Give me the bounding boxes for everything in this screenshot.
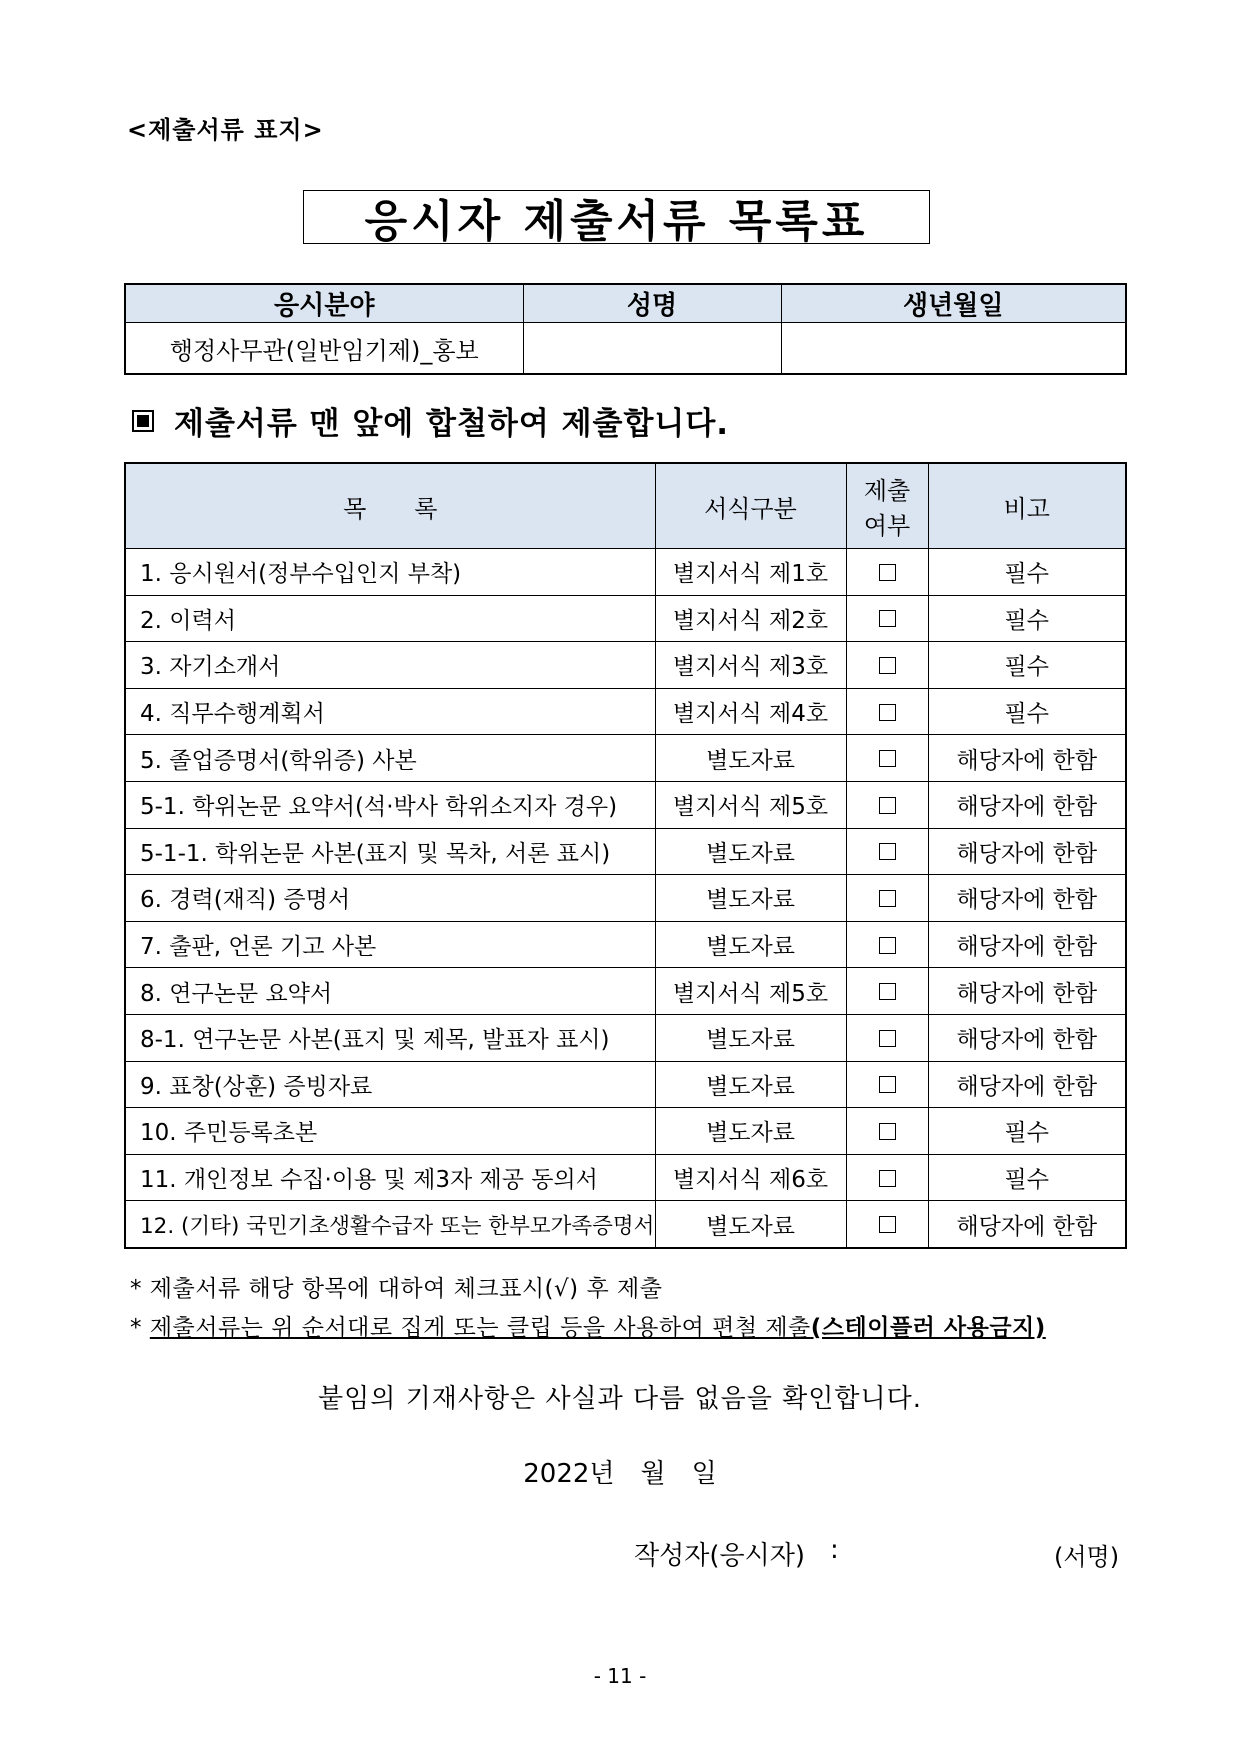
table-row [125,595,1126,642]
document-name: 9. 표창(상훈) 증빙자료 [125,1061,655,1108]
submitted-cell [846,735,928,782]
document-name: 6. 경력(재직) 증명서 [125,875,655,922]
remark: 필수 [928,688,1126,735]
remark: 필수 [928,549,1126,596]
list-header: 목 록 [125,463,655,549]
document-name: 12. (기타) 국민기초생활수급자 또는 한부모가족증명서 [125,1201,655,1248]
field-value: 행정사무관(일반임기제)_홍보 [125,323,523,375]
submitted-cell [846,595,928,642]
submitted-cell [846,828,928,875]
applicant-info-table [124,283,1127,375]
remark: 필수 [928,1154,1126,1201]
document-name: 5. 졸업증명서(학위증) 사본 [125,735,655,782]
submitted-cell [846,1061,928,1108]
table-row [125,1154,1126,1201]
form-type: 별지서식 제1호 [655,549,846,596]
remark: 해당자에 한함 [928,781,1126,828]
form-type: 별도자료 [655,1108,846,1155]
document-name: 1. 응시원서(정부수입인지 부착) [125,549,655,596]
table-row [125,1061,1126,1108]
submitted-cell [846,1108,928,1155]
form-type: 별도자료 [655,921,846,968]
table-row [125,875,1126,922]
field-header: 응시분야 [125,284,523,323]
document-name: 2. 이력서 [125,595,655,642]
submitted-cell [846,642,928,689]
filled-square-icon [132,410,154,432]
form-type: 별지서식 제5호 [655,781,846,828]
page-number: - 11 - [593,1664,647,1688]
info-header-row [125,284,1126,323]
table-row [125,549,1126,596]
remark: 해당자에 한함 [928,1061,1126,1108]
table-row [125,968,1126,1015]
remark: 필수 [928,595,1126,642]
remark: 해당자에 한함 [928,875,1126,922]
table-row [125,642,1126,689]
submitted-header-line2: 여부 [863,512,911,540]
checkbox-icon[interactable] [879,704,896,721]
table-row [125,1108,1126,1155]
form-type: 별도자료 [655,1014,846,1061]
form-type: 별도자료 [655,875,846,922]
remark: 해당자에 한함 [928,1014,1126,1061]
birthdate-header: 생년월일 [781,284,1126,323]
note2-text: 제출서류는 위 순서대로 집게 또는 클립 등을 사용하여 편철 제출 [149,1315,811,1341]
note2-bold: (스테이플러 사용금지) [810,1315,1046,1341]
document-name: 5-1. 학위논문 요약서(석·박사 학위소지자 경우) [125,781,655,828]
form-type: 별도자료 [655,735,846,782]
submitted-cell [846,549,928,596]
document-name: 8-1. 연구논문 사본(표지 및 제목, 발표자 표시) [125,1014,655,1061]
document-name: 8. 연구논문 요약서 [125,968,655,1015]
table-row [125,828,1126,875]
instruction-text: 제출서류 맨 앞에 합철하여 제출합니다. [174,406,730,442]
submitted-header [846,463,928,549]
note-binding [130,1309,1046,1342]
cover-label: <제출서류 표지> [127,116,324,144]
form-type: 별도자료 [655,1061,846,1108]
checkbox-icon[interactable] [879,1123,896,1140]
table-row [125,735,1126,782]
table-row [125,781,1126,828]
remark: 해당자에 한함 [928,828,1126,875]
checkbox-icon[interactable] [879,843,896,860]
remark: 해당자에 한함 [928,735,1126,782]
form-type: 별지서식 제3호 [655,642,846,689]
form-type: 별지서식 제4호 [655,688,846,735]
note-checkmark: * 제출서류 해당 항목에 대하여 체크표시(√) 후 제출 [130,1276,663,1302]
form-type: 별지서식 제6호 [655,1154,846,1201]
document-name: 7. 출판, 언론 기고 사본 [125,921,655,968]
form-type: 별도자료 [655,828,846,875]
writer-colon: : [830,1535,839,1565]
submitted-header-line1: 제출 [863,477,911,505]
submitted-cell [846,781,928,828]
checkbox-icon[interactable] [879,1076,896,1093]
name-value[interactable] [523,323,781,375]
submitted-cell [846,688,928,735]
submitted-cell [846,921,928,968]
submitted-cell [846,875,928,922]
document-list-table [124,462,1127,1249]
info-value-row [125,323,1126,375]
checkbox-icon[interactable] [879,564,896,581]
submitted-cell [846,1154,928,1201]
checkbox-icon[interactable] [879,750,896,767]
confirmation-statement: 붙임의 기재사항은 사실과 다름 없음을 확인합니다. [317,1384,923,1414]
name-header: 성명 [523,284,781,323]
submitted-cell [846,1201,928,1248]
birthdate-value[interactable] [781,323,1126,375]
form-type: 별도자료 [655,1201,846,1248]
date-line: 2022년 월 일 [523,1459,717,1489]
signature-label: (서명) [1054,1543,1120,1571]
table-row [125,688,1126,735]
checkbox-icon[interactable] [879,983,896,1000]
checkbox-icon[interactable] [879,937,896,954]
form-type: 별지서식 제2호 [655,595,846,642]
remark: 해당자에 한함 [928,921,1126,968]
doc-header-row [125,463,1126,549]
table-row [125,1014,1126,1061]
document-name: 5-1-1. 학위논문 사본(표지 및 목차, 서론 표시) [125,828,655,875]
document-name: 3. 자기소개서 [125,642,655,689]
remark: 필수 [928,642,1126,689]
form-type: 별지서식 제5호 [655,968,846,1015]
table-row [125,1201,1126,1248]
remark: 해당자에 한함 [928,1201,1126,1248]
document-name: 10. 주민등록초본 [125,1108,655,1155]
checkbox-icon[interactable] [879,797,896,814]
remark: 필수 [928,1108,1126,1155]
document-name: 4. 직무수행계획서 [125,688,655,735]
note2-prefix: * [130,1315,150,1341]
submitted-cell [846,968,928,1015]
document-name: 11. 개인정보 수집·이용 및 제3자 제공 동의서 [125,1154,655,1201]
form-header: 서식구분 [655,463,846,549]
table-row [125,921,1126,968]
checkbox-icon[interactable] [879,657,896,674]
writer-label: 작성자(응시자) [634,1541,805,1571]
checkbox-icon[interactable] [879,1216,896,1233]
remark: 해당자에 한함 [928,968,1126,1015]
remarks-header: 비고 [928,463,1126,549]
checkbox-icon[interactable] [879,890,896,907]
document-title: 응시자 제출서류 목록표 [303,190,930,244]
checkbox-icon[interactable] [879,1170,896,1187]
submitted-cell [846,1014,928,1061]
instruction [132,398,729,443]
checkbox-icon[interactable] [879,610,896,627]
checkbox-icon[interactable] [879,1030,896,1047]
